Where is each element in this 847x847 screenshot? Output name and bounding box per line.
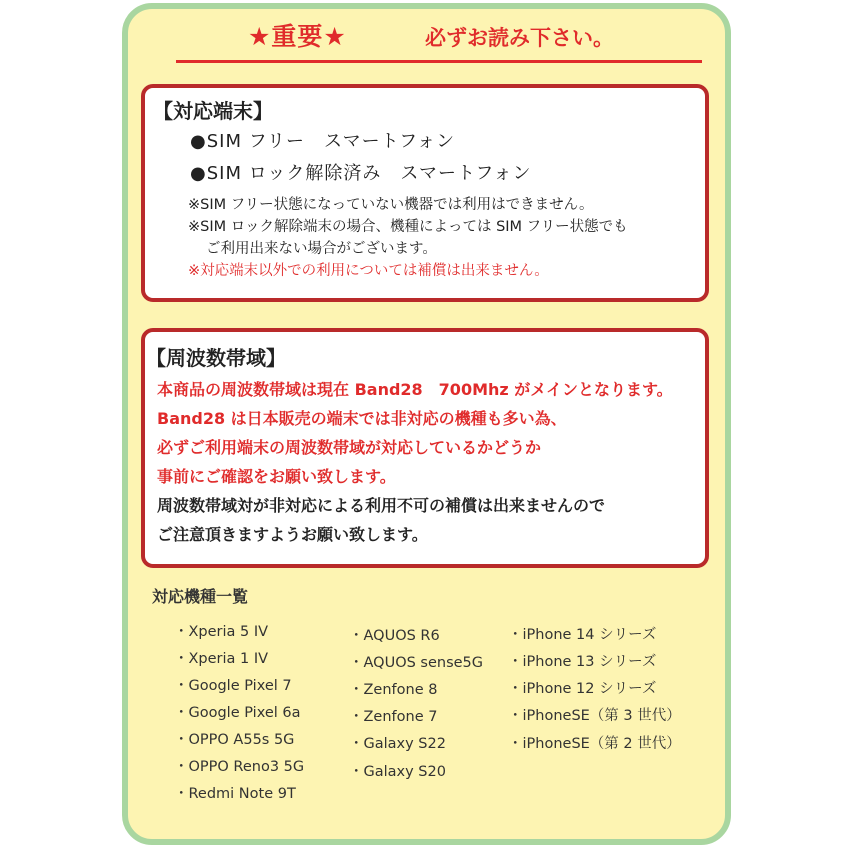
- compatible-item-sim-unlocked: ●SIM ロック解除済み スマートフォン: [190, 163, 532, 184]
- notice-title: ★重要★: [248, 22, 347, 51]
- compatible-note-2: ※SIM ロック解除端末の場合、機種によっては SIM フリー状態でも: [188, 219, 628, 235]
- model-item: ・AQUOS sense5G: [349, 655, 484, 671]
- frequency-line-4: 事前にご確認をお願い致します。: [157, 467, 396, 486]
- frequency-line-3: 必ずご利用端末の周波数帯域が対応しているかどうか: [157, 438, 542, 457]
- model-item: ・Google Pixel 7: [174, 678, 292, 694]
- frequency-line-1: 本商品の周波数帯域は現在 Band28 700Mhz がメインとなります。: [157, 380, 673, 399]
- model-item: ・iPhone 14 シリーズ: [508, 627, 657, 643]
- compatible-note-1: ※SIM フリー状態になっていない機器では利用はできません。: [188, 197, 594, 213]
- frequency-heading: 【周波数帯域】: [146, 346, 286, 370]
- frequency-line-5: 周波数帯域対が非対応による利用不可の補償は出来ませんので: [157, 496, 606, 515]
- model-item: ・Galaxy S22: [349, 736, 446, 752]
- model-item: ・Xperia 5 IV: [174, 624, 269, 640]
- model-item: ・AQUOS R6: [349, 628, 440, 644]
- notice-subtitle: 必ずお読み下さい。: [425, 26, 614, 50]
- model-item: ・Xperia 1 IV: [174, 651, 269, 667]
- frequency-line-2: Band28 は日本販売の端末では非対応の機種も多い為、: [157, 409, 567, 428]
- frequency-line-6: ご注意頂きますようお願い致します。: [157, 525, 428, 544]
- compatible-warning: ※対応端末以外での利用については補償は出来ません。: [188, 263, 549, 279]
- model-item: ・iPhoneSE（第 2 世代）: [508, 736, 681, 752]
- model-item: ・OPPO A55s 5G: [174, 732, 295, 748]
- compatible-note-3: ご利用出来ない場合がございます。: [206, 241, 437, 257]
- title-underline: [176, 60, 702, 63]
- model-item: ・Galaxy S20: [349, 764, 446, 780]
- model-item: ・Zenfone 8: [349, 682, 438, 698]
- compatible-heading: 【対応端末】: [153, 99, 273, 123]
- model-item: ・Google Pixel 6a: [174, 705, 301, 721]
- model-item: ・Redmi Note 9T: [174, 786, 296, 802]
- compatible-item-sim-free: ●SIM フリー スマートフォン: [190, 131, 456, 152]
- model-item: ・Zenfone 7: [349, 709, 438, 725]
- model-item: ・iPhone 12 シリーズ: [508, 681, 657, 697]
- model-item: ・iPhoneSE（第 3 世代）: [508, 708, 681, 724]
- models-list-title: 対応機種一覧: [152, 587, 249, 606]
- model-item: ・OPPO Reno3 5G: [174, 759, 305, 775]
- model-item: ・iPhone 13 シリーズ: [508, 654, 657, 670]
